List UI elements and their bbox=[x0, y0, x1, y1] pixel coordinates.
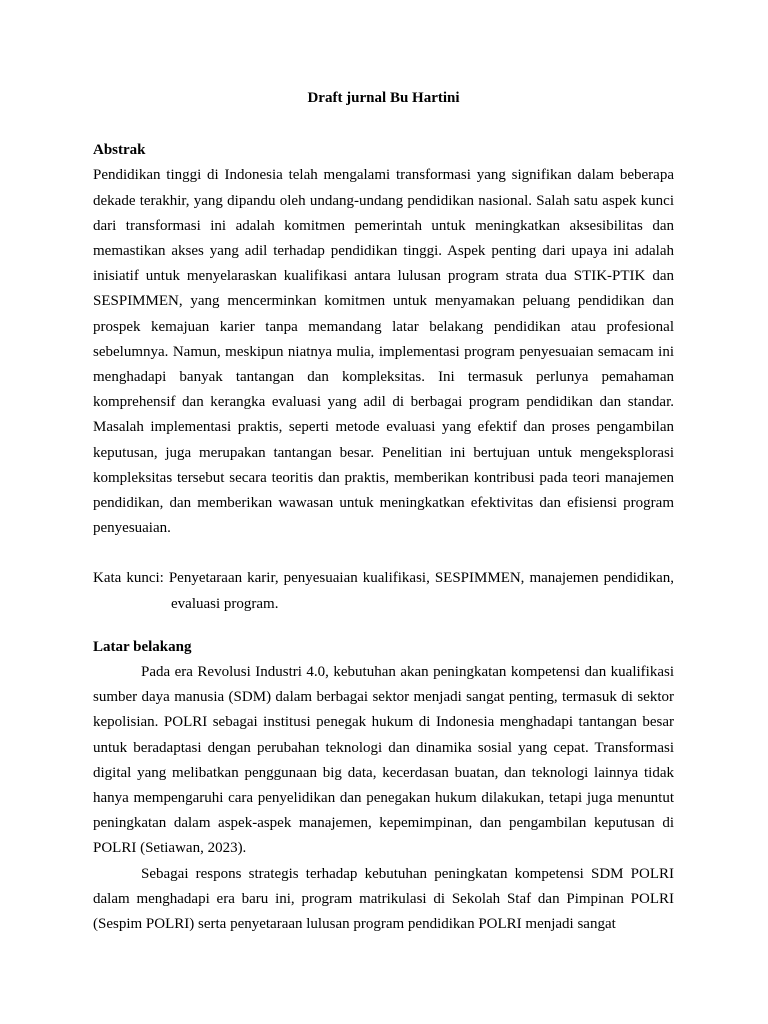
background-paragraph-1: Pada era Revolusi Industri 4.0, kebutuhan akan peningkatan kompetensi dan kualifikasi sumber daya manusia (SDM) dalam berbagai sektor menjadi sangat penting, termasuk di sektor kepolisian. POLRI sebagai institusi penegak hukum di Indonesia menghadapi tantangan besar untuk beradaptasi dengan perubahan teknologi dan dinamika sosial yang cepat. Transformasi digital yang melibatkan penggunaan big data, kecerdasan buatan, dan teknologi lainnya tidak hanya mempengaruhi cara penyelidikan dan penegakan hukum dilakukan, tetapi juga menuntut peningkatan dalam aspek-aspek manajemen, kepemimpinan, dan pengambilan keputusan di POLRI (Setiawan, 2023). bbox=[93, 664, 674, 857]
document-title: Draft jurnal Bu Hartini bbox=[307, 90, 460, 106]
abstract-heading: Abstrak bbox=[93, 142, 146, 159]
keywords-text: Kata kunci: Penyetaraan karir, penyesuaian kualifikasi, SESPIMMEN, manajemen pendidikan, evaluasi program. bbox=[93, 570, 674, 612]
background-paragraph-2: Sebagai respons strategis terhadap kebutuhan peningkatan kompetensi SDM POLRI dalam menghadapi era baru ini, program matrikulasi di Sekolah Staf dan Pimpinan POLRI (Sespim POLRI) serta penyetaraan lulusan program pendidikan POLRI menjadi sangat bbox=[93, 865, 674, 933]
abstract-text: Pendidikan tinggi di Indonesia telah mengalami transformasi yang signifikan dalam beberapa dekade terakhir, yang dipandu oleh undang-undang pendidikan nasional. Salah satu aspek kunci dari transformasi ini adalah komitmen pemerintah untuk meningkatkan aksesibilitas dan memastikan akses yang adil terhadap pendidikan tinggi. Aspek penting dari upaya ini adalah inisiatif untuk menyelaraskan kualifikasi antara lulusan program strata dua STIK-PTIK dan SESPIMMEN, yang mencerminkan komitmen untuk menyamakan peluang pendidikan dan prospek kemajuan karier tanpa memandang latar belakang pendidikan atau profesional sebelumnya. Namun, meskipun niatnya mulia, implementasi program penyesuaian semacam ini menghadapi banyak tantangan dan kompleksitas. Ini termasuk perlunya pemahaman komprehensif dan kerangka evaluasi yang adil di berbagai program pendidikan dan standar. Masalah implementasi praktis, seperti metode evaluasi yang efektif dan proses pengambilan keputusan, juga merupakan tantangan besar. Penelitian ini bertujuan untuk mengeksplorasi kompleksitas tersebut secara teoritis dan praktis, memberikan kontribusi pada teori manajemen pendidikan, dan memberikan wawasan untuk meningkatkan efektivitas dan efisiensi program penyesuaian. bbox=[93, 167, 674, 537]
spacer bbox=[93, 617, 674, 635]
document-page bbox=[93, 86, 674, 937]
spacer bbox=[93, 541, 674, 566]
background-heading: Latar belakang bbox=[93, 638, 192, 655]
